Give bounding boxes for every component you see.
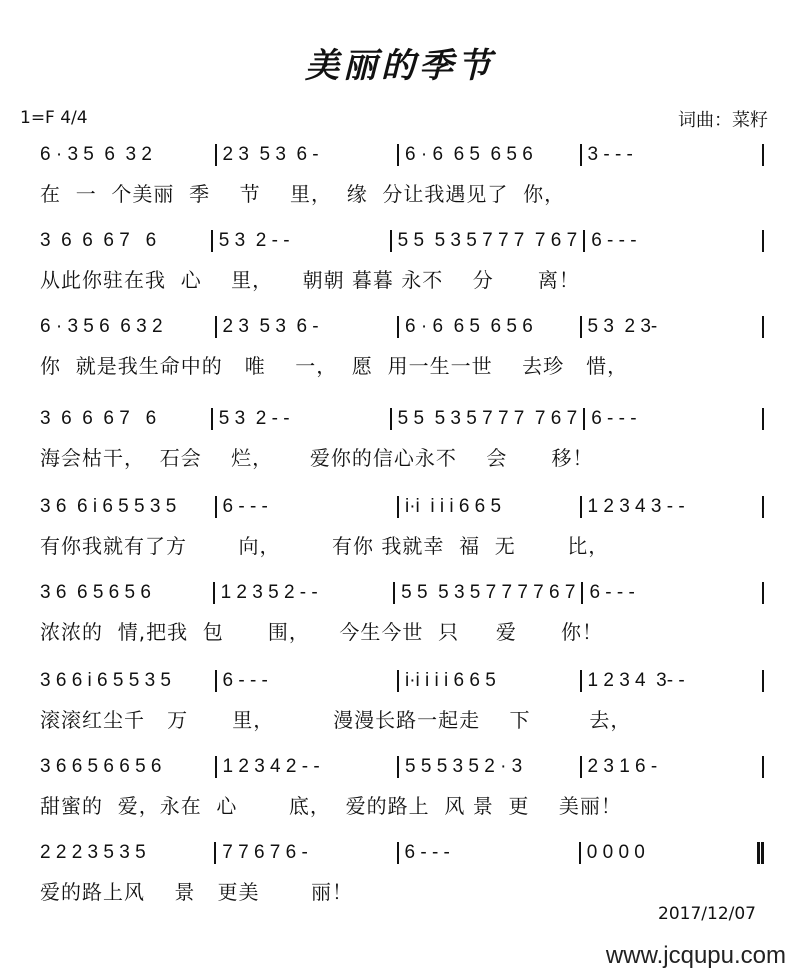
- notes-row: [40, 140, 770, 170]
- measure: 3 6 6 5 6 5 6: [40, 582, 151, 603]
- measure: 2 3 5 3 6 -: [222, 144, 319, 165]
- barline: [214, 842, 216, 864]
- barline: [213, 582, 215, 604]
- song-title: 美丽的季节: [305, 46, 495, 86]
- barline: [581, 582, 583, 604]
- measure: 6 - - -: [591, 230, 637, 251]
- barline: [762, 230, 764, 252]
- measure: 6 - - -: [222, 670, 268, 691]
- barline: [583, 408, 585, 430]
- measure: 5 3 2 - -: [218, 230, 290, 251]
- barline: [762, 582, 764, 604]
- barline: [580, 496, 582, 518]
- barline: [762, 316, 764, 338]
- staff-system: [40, 140, 770, 207]
- barline: [215, 316, 217, 338]
- lyrics-line: 你 就是我生命中的 唯 一， 愿 用一生一世 去珍 惜，: [40, 354, 629, 378]
- lyrics-line: 从此你驻在我 心 里， 朝朝 暮暮 永不 分 离！: [40, 268, 580, 292]
- measure: 6 · 6 6 5 6 5 6: [405, 316, 533, 337]
- barline: [211, 408, 213, 430]
- notes-row: [40, 312, 770, 342]
- measure: 3 6 6 6 7 6: [40, 230, 157, 251]
- measure: 1 2 3 4 2 - -: [222, 756, 320, 777]
- measure: 1 2 3 4 3 - -: [587, 496, 685, 517]
- measure: 5 5 5 3 5 7 7 7 7 6 7: [401, 582, 576, 603]
- notes-row: [40, 578, 770, 608]
- staff-system: [40, 312, 770, 379]
- notes-row: [40, 666, 770, 696]
- measure: 2 3 1 6 -: [587, 756, 658, 777]
- barline: [215, 756, 217, 778]
- measure: 6 · 6 6 5 6 5 6: [405, 144, 533, 165]
- barline: [762, 408, 764, 430]
- barline: [397, 144, 399, 166]
- measure: 3 6 6 6 7 6: [40, 408, 157, 429]
- notes-row: [40, 492, 770, 522]
- measure: 7 7 6 7 6 -: [222, 842, 308, 863]
- lyrics-line: 滚滚红尘千 万 里， 漫漫长路一起走 下 去，: [40, 708, 632, 732]
- measure: 0 0 0 0: [586, 842, 645, 863]
- barline: [211, 230, 213, 252]
- lyrics-line: 在 一 个美丽 季 节 里， 缘 分让我遇见了 你，: [40, 182, 566, 206]
- staff-system: [40, 838, 770, 905]
- barline: [397, 670, 399, 692]
- barline: [762, 670, 764, 692]
- barline: [215, 144, 217, 166]
- measure: 5 3 2 - -: [218, 408, 290, 429]
- barline: [397, 756, 399, 778]
- lyrics-line: 浓浓的 情,把我 包 围， 今生今世 只 爱 你！: [40, 620, 604, 644]
- measure: 6 · 3 5 6 3 2: [40, 144, 152, 165]
- barline: [390, 230, 392, 252]
- barline: [397, 842, 399, 864]
- notes-row: [40, 404, 770, 434]
- barline: [762, 756, 764, 778]
- staff-system: [40, 226, 770, 293]
- barline: [762, 144, 764, 166]
- measure: 1 2 3 4 3- -: [587, 670, 685, 691]
- measure: 6 - - -: [404, 842, 450, 863]
- barline: [579, 842, 581, 864]
- measure: 3 6 6 5 6 6 5 6: [40, 756, 162, 777]
- barline: [583, 230, 585, 252]
- barline: [397, 496, 399, 518]
- measure: 6 - - -: [222, 496, 268, 517]
- measure: 3 6 6 i 6 5 5 3 5: [40, 496, 177, 517]
- barline: [393, 582, 395, 604]
- measure: 3 6 6 i 6 5 5 3 5: [40, 670, 171, 691]
- measure: 2 3 5 3 6 -: [222, 316, 319, 337]
- author-credit: 词曲：菜籽: [678, 110, 768, 131]
- barline: [215, 496, 217, 518]
- measure: 6 - - -: [589, 582, 635, 603]
- measure: i·i i i i 6 6 5: [405, 496, 502, 517]
- barline: [580, 144, 582, 166]
- barline: [390, 408, 392, 430]
- measure: i·i i i i 6 6 5: [405, 670, 496, 691]
- staff-system: [40, 666, 770, 733]
- barline: [761, 842, 764, 864]
- lyrics-line: 甜蜜的 爱，永在 心 底， 爱的路上 风 景 更 美丽！: [40, 794, 622, 818]
- watermark: www.jcqupu.com: [605, 942, 786, 969]
- barline: [580, 756, 582, 778]
- barline: [762, 496, 764, 518]
- lyrics-line: 爱的路上风 景 更美 丽！: [40, 880, 354, 904]
- key-signature: 1=F 4/4: [20, 108, 88, 128]
- notes-row: [40, 838, 770, 868]
- date: 2017/12/07: [658, 904, 756, 924]
- measure: 1 2 3 5 2 - -: [220, 582, 318, 603]
- barline: [215, 670, 217, 692]
- barline: [580, 316, 582, 338]
- measure: 2 2 2 3 5 3 5: [40, 842, 146, 863]
- staff-system: [40, 492, 770, 559]
- measure: 5 5 5 3 5 7 7 7 7 6 7: [397, 230, 578, 251]
- notes-row: [40, 226, 770, 256]
- measure: 6 · 3 5 6 6 3 2: [40, 316, 163, 337]
- staff-system: [40, 578, 770, 645]
- lyrics-line: 有你我就有了方 向， 有你 我就幸 福 无 比，: [40, 534, 610, 558]
- staff-system: [40, 404, 770, 471]
- measure: 6 - - -: [591, 408, 637, 429]
- barline: [397, 316, 399, 338]
- measure: 5 5 5 3 5 7 7 7 7 6 7: [397, 408, 578, 429]
- notes-row: [40, 752, 770, 782]
- barline: [580, 670, 582, 692]
- measure: 3 - - -: [587, 144, 633, 165]
- measure: 5 5 5 3 5 2 · 3: [405, 756, 523, 777]
- measure: 5 3 2 3-: [587, 316, 658, 337]
- staff-system: [40, 752, 770, 819]
- lyrics-line: 海会枯干， 石会 烂， 爱你的信心永不 会 移！: [40, 446, 594, 470]
